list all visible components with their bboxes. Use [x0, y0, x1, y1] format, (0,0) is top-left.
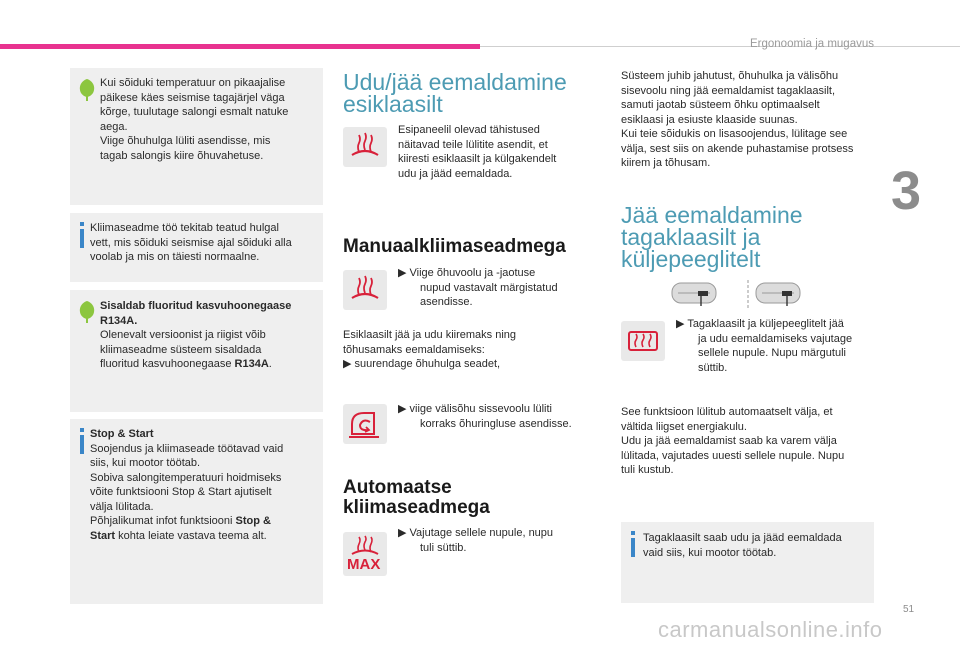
- manual-paragraph: [343, 328, 516, 372]
- info-box-rear-defrost: [621, 522, 874, 603]
- text-line: süttib.: [698, 361, 728, 374]
- text-line: tagab salongis kiire õhuvahetuse.: [100, 149, 264, 162]
- text-fragment-bold: R134A: [234, 358, 269, 370]
- front-defrost-button[interactable]: [343, 127, 387, 167]
- heading-manual-ac: Manuaalkliimaseadmega: [343, 236, 566, 257]
- text-line: tuli kustub.: [621, 464, 674, 476]
- text-line: esiklaasi ja esiuste klaaside suunas.: [621, 113, 798, 126]
- heading-automatic-ac: [343, 478, 490, 518]
- front-defrost-icon: [343, 127, 387, 167]
- text-line: kõrge, tuulutage salongi esmalt natuke: [100, 106, 289, 118]
- text-line: [90, 514, 322, 529]
- text-fragment-bold: Start: [90, 529, 116, 542]
- text-line: Süsteem juhib jahutust, õhuhulka ja välisõhu: [621, 70, 839, 82]
- text-fragment: .: [268, 358, 272, 370]
- text-line: Tagaklaasilt saab udu ja jääd eemaldada: [643, 532, 842, 544]
- note-box-temperature: [70, 68, 323, 205]
- text-line: võite funktsiooni Stop & Start ajutiselt: [90, 486, 272, 498]
- header-rule: [480, 46, 960, 47]
- text-line-bold: R134A.: [100, 314, 138, 327]
- leaf-icon: [76, 300, 98, 324]
- recirculation-icon: [343, 404, 387, 444]
- text-line: tuli süttib.: [420, 541, 467, 554]
- text-line: vaid siis, kui mootor töötab.: [643, 546, 777, 559]
- heading-line: Jää eemaldamine: [621, 202, 803, 228]
- text-line: Soojendus ja kliimaseade töötavad vaid: [90, 442, 284, 455]
- text-line: kliimaseadme süsteem sisaldada: [100, 343, 262, 356]
- text-line: ja udu eemaldamiseks vajutage: [698, 332, 853, 345]
- text-line: lülitada, vajutades uuesti sellele nupule. Nupu: [621, 449, 845, 462]
- heading-line: tagaklaasilt ja: [621, 224, 761, 250]
- text-line: päikese käes seismise tagajärjel väga: [100, 91, 285, 104]
- text-line: Kui teie sõidukis on lisasoojendus, lülitage see: [621, 128, 848, 140]
- text-line: sisevoolu ning jää eemaldamist tagaklaasilt,: [621, 84, 836, 97]
- front-defrost-icon: [343, 270, 387, 310]
- manual-step-1: [398, 266, 558, 310]
- system-paragraph: [621, 69, 853, 171]
- heading-line: kliimaseadmega: [343, 497, 490, 518]
- text-line: välja, sest siis on akende puhastamise protsess: [621, 142, 854, 155]
- rear-defrost-step: [676, 317, 852, 375]
- front-defrost-intro: [398, 123, 556, 181]
- heading-line: küljepeeglitelt: [621, 246, 761, 272]
- text-fragment: Põhjalikumat infot funktsiooni: [90, 515, 236, 527]
- text-line: See funktsioon lülitub automaatselt välja, et: [621, 406, 833, 418]
- text-line: välja lülitada.: [90, 500, 154, 513]
- max-defrost-button[interactable]: [343, 532, 387, 576]
- text-fragment: fluoritud kasvuhoonegaase: [100, 358, 235, 370]
- text-line: ▶ Tagaklaasilt ja küljepeeglitelt jää: [676, 318, 844, 330]
- recirculation-button[interactable]: [343, 404, 387, 444]
- info-icon: [77, 222, 87, 248]
- text-line: sellele nupule. Nupu märgutuli: [698, 347, 846, 359]
- text-line: Udu ja jää eemaldamist saab ka varem välja: [621, 435, 837, 447]
- heading-line: Udu/jää eemaldamine: [343, 69, 567, 95]
- chapter-number: 3: [891, 161, 922, 221]
- page-header-title: Ergonoomia ja mugavus: [749, 38, 874, 50]
- note-box-refrigerant: [70, 290, 323, 412]
- text-line: vältida liigset energiakulu.: [621, 420, 747, 433]
- text-line-bold: Sisaldab fluoritud kasvuhoonegaase: [100, 300, 292, 312]
- box-title: Stop & Start: [90, 428, 154, 440]
- text-line: ▶ Vajutage sellele nupule, nupu: [398, 527, 554, 539]
- text-line: [100, 357, 322, 372]
- mirror-defrost-illustration: [668, 278, 828, 312]
- info-box-stop-start: [70, 419, 323, 604]
- text-line: aega.: [100, 120, 128, 133]
- text-line: korraks õhuringluse asendisse.: [420, 417, 572, 430]
- text-line: voolab ja mis on täiesti normaalne.: [90, 251, 260, 263]
- text-line: ▶ Viige õhuvoolu ja -jaotuse: [398, 267, 536, 279]
- leaf-icon: [76, 78, 98, 102]
- text-line: ▶ suurendage õhuhulga seadet,: [343, 358, 501, 370]
- text-line: samuti jaotab süsteem õhku optimaalselt: [621, 99, 820, 111]
- text-line: näitavad teile lülitite asendit, et: [398, 138, 548, 151]
- text-line: Kliimaseadme töö tekitab teatud hulgal: [90, 222, 279, 234]
- info-icon: [628, 531, 638, 557]
- watermark: carmanualsonline.info: [658, 617, 883, 642]
- heading-line: esiklaasilt: [343, 91, 443, 117]
- heading-rear-defrost: [621, 204, 803, 270]
- text-line: Sobiva salongitemperatuuri hoidmiseks: [90, 471, 282, 484]
- page-number: 51: [903, 604, 915, 615]
- text-line: Olenevalt versioonist ja riigist võib: [100, 329, 266, 341]
- text-fragment: kohta leiate vastava teema alt.: [115, 529, 267, 542]
- rear-defrost-button[interactable]: [621, 321, 665, 361]
- header-accent-bar: [0, 44, 480, 49]
- text-line: udu ja jääd eemaldada.: [398, 167, 513, 180]
- text-line: ▶ viige välisõhu sissevoolu lüliti: [398, 403, 552, 415]
- info-icon: [77, 428, 87, 454]
- heading-front-defrost: [343, 71, 567, 115]
- text-line: nupud vastavalt märgistatud: [420, 281, 558, 294]
- text-line: tõhusamaks eemaldamiseks:: [343, 343, 485, 356]
- heading-line: Automaatse: [343, 477, 452, 498]
- text-line: Kui sõiduki temperatuur on pikaajalise: [100, 77, 286, 89]
- manual-defrost-button[interactable]: [343, 270, 387, 310]
- rear-defrost-icon: [621, 321, 665, 361]
- text-line: [90, 529, 322, 544]
- text-line: asendisse.: [420, 296, 473, 308]
- manual-step-2: [398, 402, 572, 431]
- max-label: MAX: [347, 556, 381, 573]
- text-line: siis, kui mootor töötab.: [90, 457, 201, 469]
- text-line: kiiresti esiklaasilt ja külgakendelt: [398, 153, 557, 165]
- info-box-condensation: [70, 213, 323, 282]
- text-line: Viige õhuhulga lüliti asendisse, mis: [100, 135, 271, 147]
- text-line: Esiklaasilt jää ja udu kiiremaks ning: [343, 329, 517, 341]
- automatic-step: [398, 526, 553, 555]
- text-fragment-bold: Stop &: [235, 515, 271, 527]
- text-line: vett, mis sõiduki seismise ajal sõiduki alla: [90, 236, 292, 249]
- text-line: Esipaneelil olevad tähistused: [398, 124, 540, 136]
- rear-defrost-paragraph: [621, 405, 844, 478]
- text-line: kiirem ja tõhusam.: [621, 157, 711, 169]
